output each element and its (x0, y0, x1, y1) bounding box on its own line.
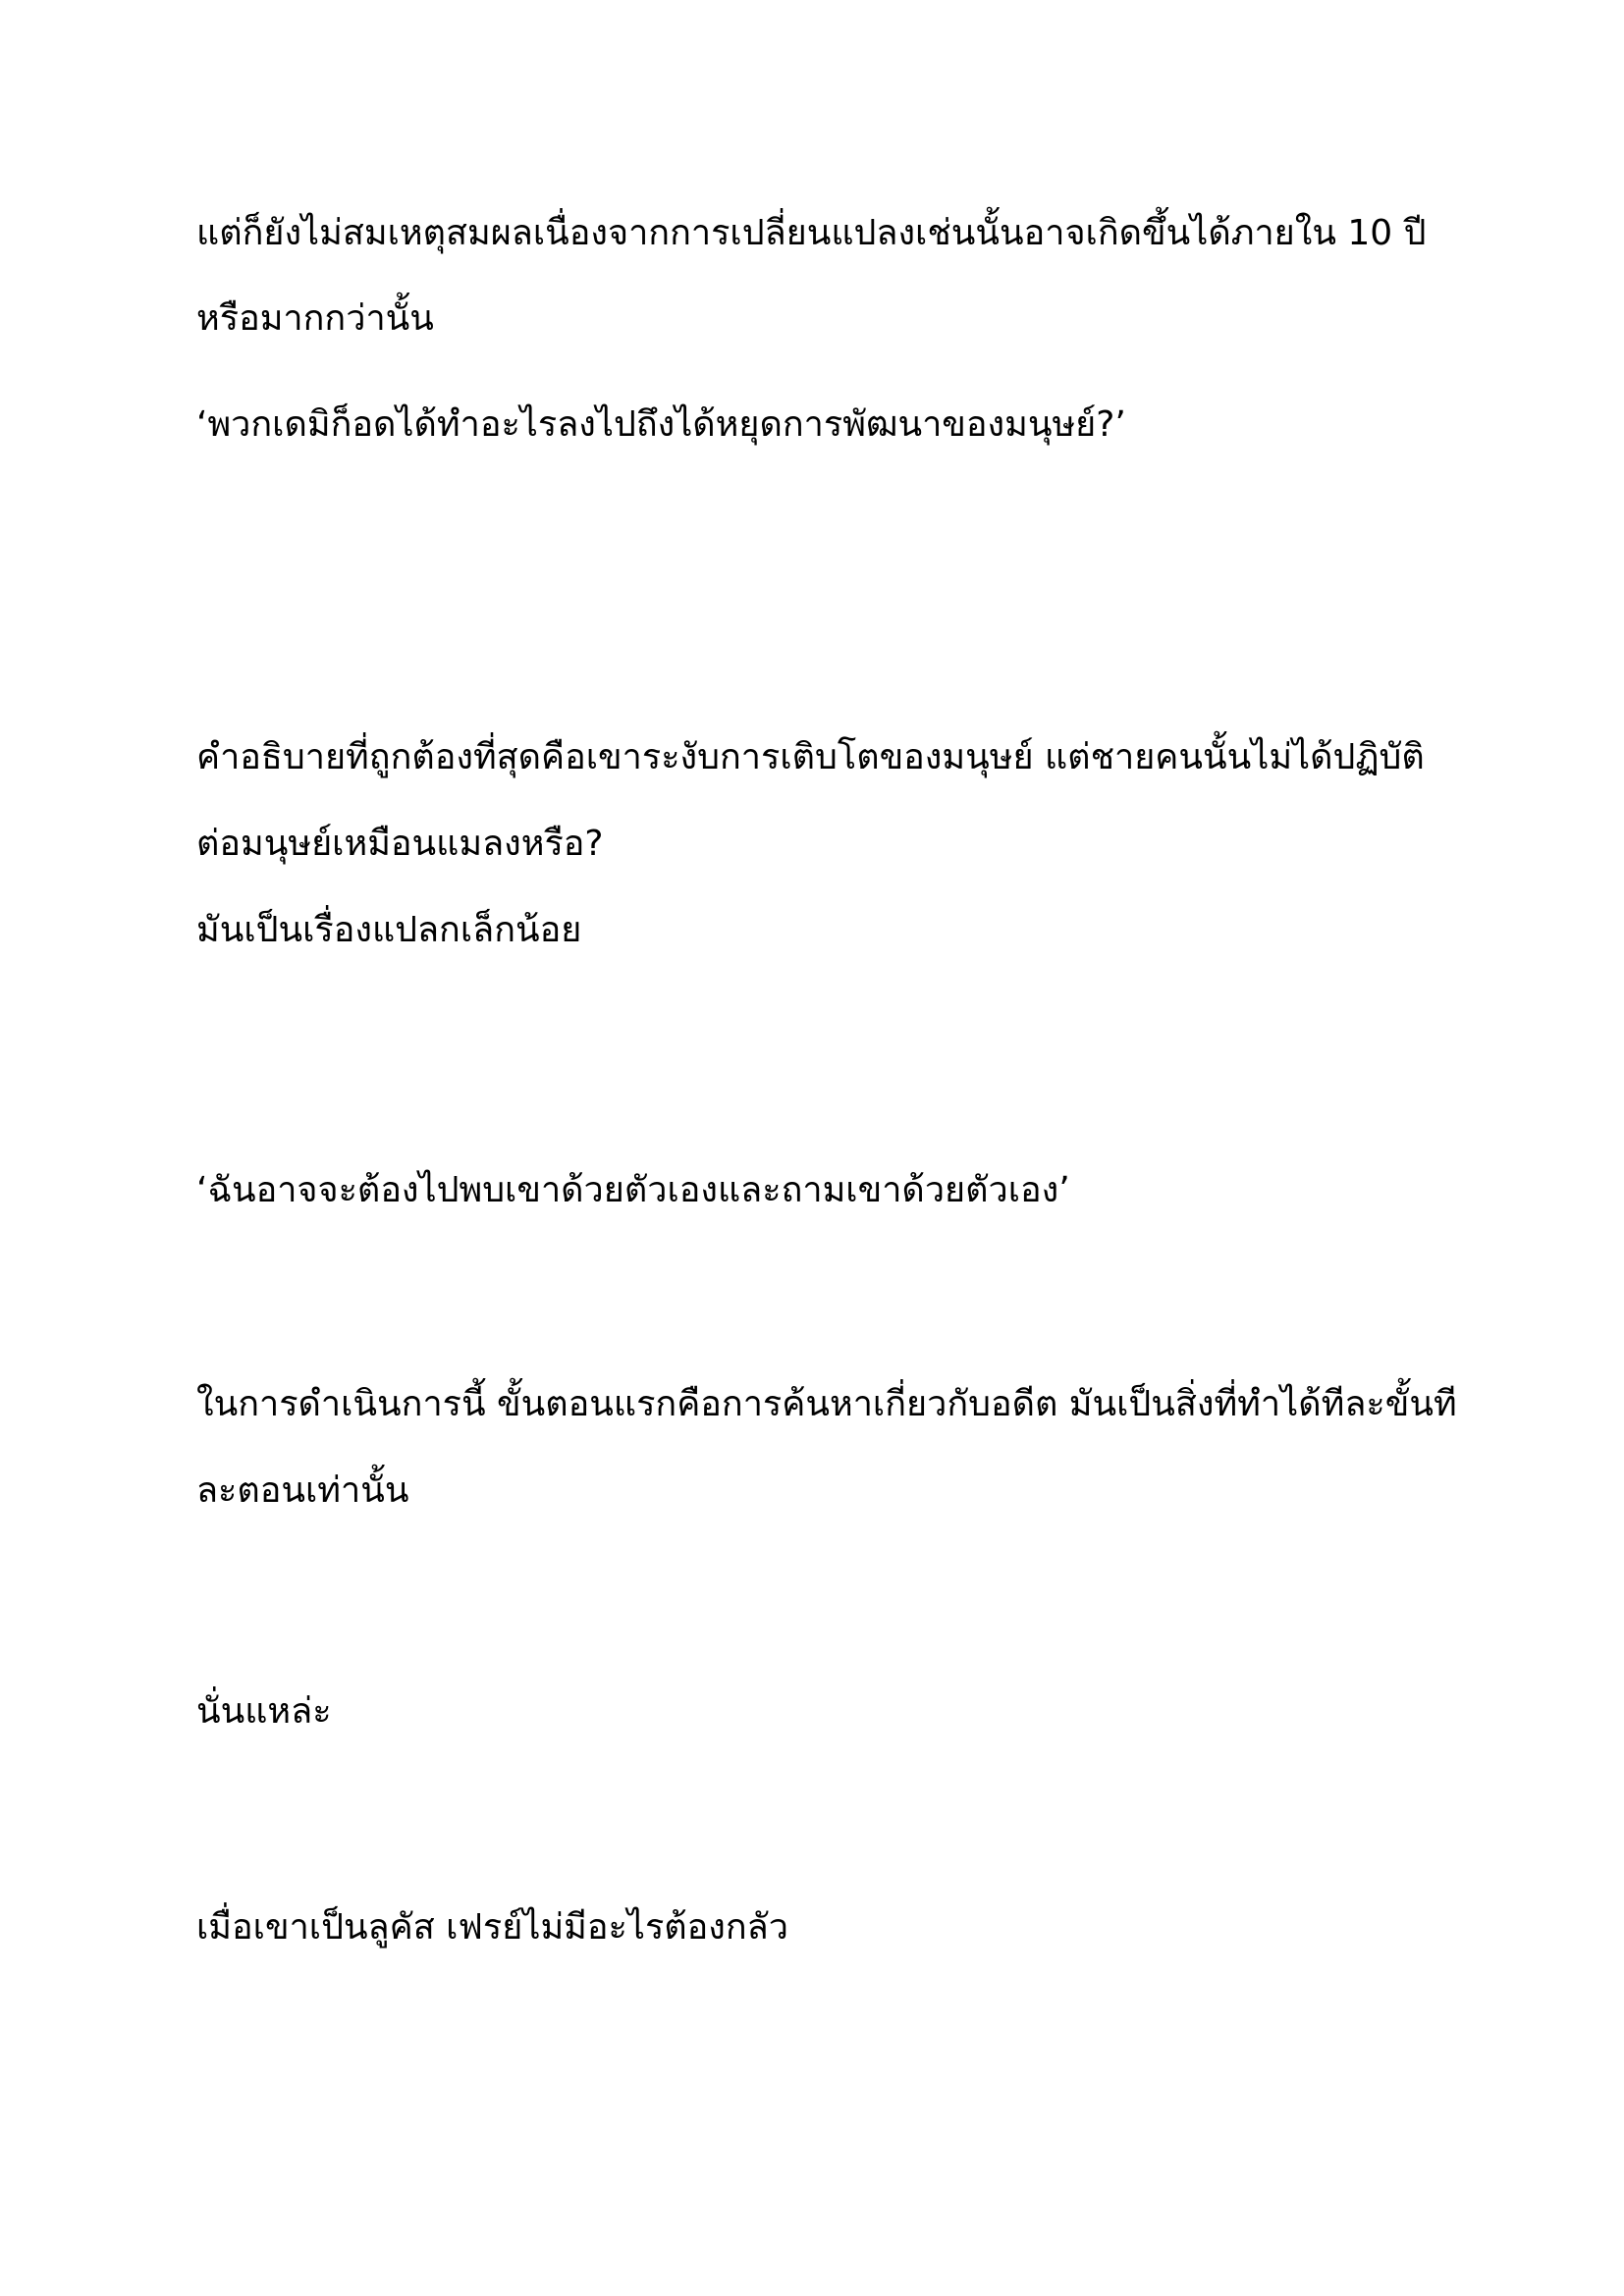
paragraph-line: ละตอนเท่านั้น (196, 1470, 409, 1511)
paragraph-line: ‘พวกเดมิก็อดได้ทำอะไรลงไปถึงได้หยุดการพัฒนาของมนุษย์?’ (196, 404, 1126, 445)
paragraph-line: ต่อมนุษย์เหมือนแมลงหรือ? (196, 824, 604, 864)
paragraph-line: ‘ฉันอาจจะต้องไปพบเขาด้วยตัวเองและถามเขาด้วยตัวเอง’ (196, 1170, 1070, 1210)
paragraph-line: ในการดำเนินการนี้ ขั้นตอนแรกคือการค้นหาเกี่ยวกับอดีต มันเป็นสิ่งที่ทำได้ทีละขั้นที (196, 1384, 1457, 1424)
paragraph-line: มันเป็นเรื่องแปลกเล็กน้อย (196, 910, 582, 950)
paragraph-line: นั่นแหล่ะ (196, 1691, 332, 1732)
paragraph-line: หรือมากกว่านั้น (196, 298, 434, 339)
paragraph-line: คำอธิบายที่ถูกต้องที่สุดคือเขาระงับการเติบโตของมนุษย์ แต่ชายคนนั้นไม่ได้ปฏิบัติ (196, 737, 1425, 777)
paragraph-line: เมื่อเขาเป็นลูคัส เฟรย์ไม่มีอะไรต้องกลัว (196, 1907, 788, 1948)
paragraph-line: แต่ก็ยังไม่สมเหตุสมผลเนื่องจากการเปลี่ยนแปลงเช่นนั้นอาจเกิดขึ้นได้ภายใน 10 ปี (196, 213, 1427, 253)
